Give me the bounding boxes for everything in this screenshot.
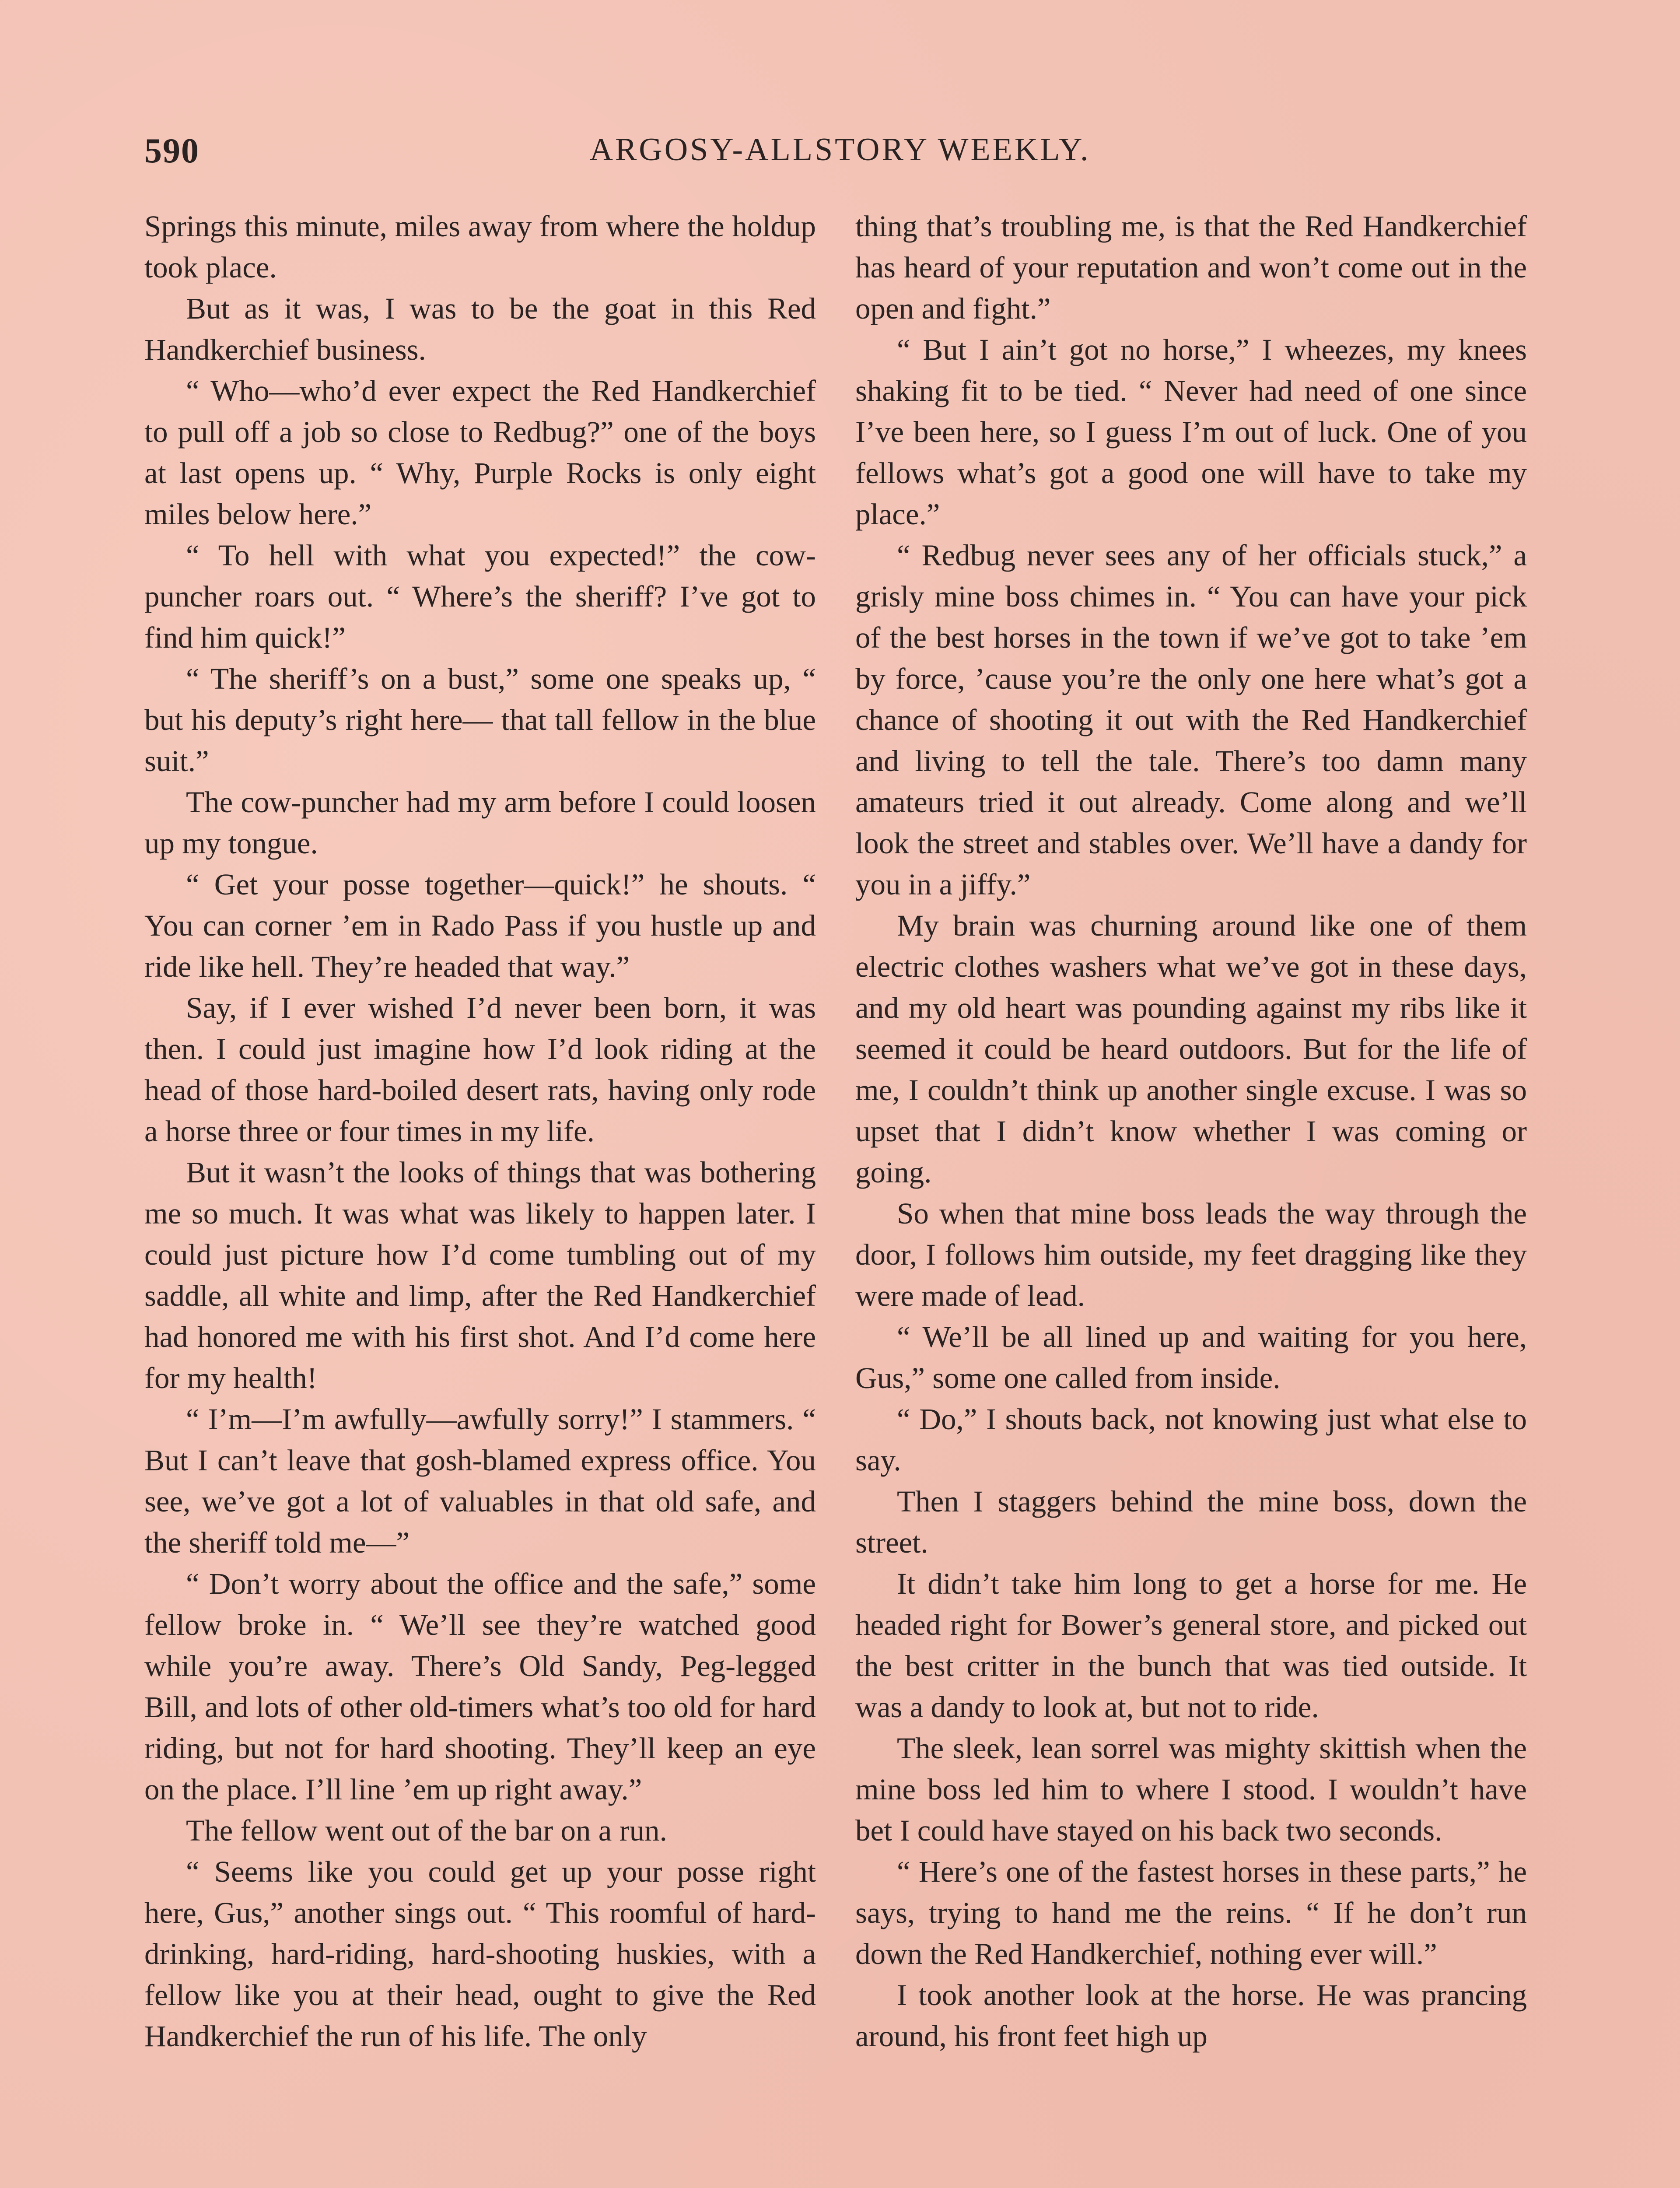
paragraph: The sleek, lean sorrel was mighty skittish when the mine boss led him to where I stood. I wouldn’t have bet I could have stayed on his back two seconds. [855, 1732, 1527, 1847]
paragraph: It didn’t take him long to get a horse for me. He headed right for Bower’s general store, and picked out the best critter in the bunch that was tied outside. It was a dandy to look at, but not to ride. [855, 1567, 1527, 1724]
paragraph: But it wasn’t the looks of things that was bothering me so much. It was what was likely to happen later. I could just picture how I’d come tumbling out of my saddle, all white and limp, after the Red Handkerchief had honored me with his first shot. And I’d come here for my health! [144, 1156, 816, 1395]
paragraph: “ Do,” I shouts back, not knowing just what else to say. [855, 1403, 1527, 1477]
paragraph: “ Here’s one of the fastest horses in these parts,” he says, trying to hand me the reins. “ If he don’t run down the Red Handkerchief, nothing ever will.” [855, 1855, 1527, 1971]
paragraph: “ Who—who’d ever expect the Red Handkerchief to pull off a job so close to Redbug?” one of the boys at last opens up. “ Why, Purple Rocks is only eight miles below here.” [144, 374, 816, 531]
left-column [144, 206, 816, 2057]
paragraph: “ Redbug never sees any of her officials stuck,” a grisly mine boss chimes in. “ You can have your pick of the best horses in the town if we’ve got to take ’em by force, ’cause you’re the only one here what’s got a chance of shooting it out with the Red Handkerchief and living to tell the tale. There’s too damn many amateurs tried it out already. Come along and we’ll look the street and stables over. We’ll have a dandy for you in a jiffy.” [855, 539, 1527, 901]
page-header [144, 131, 1536, 184]
paragraph: thing that’s troubling me, is that the Red Handkerchief has heard of your reputation and won’t come out in the open and fight.” [855, 210, 1527, 325]
paragraph: The fellow went out of the bar on a run. [186, 1814, 667, 1847]
paragraph: “ To hell with what you expected!” the cow-puncher roars out. “ Where’s the sheriff? I’ve got to find him quick!” [144, 539, 816, 654]
paragraph: “ Seems like you could get up your posse right here, Gus,” another sings out. “ This roomful of hard-drinking, hard-riding, hard-shooting huskies, with a fellow like you at their head, ought to give the Red Handkerchief the run of his life. The only [144, 1855, 816, 2053]
paragraph: Then I staggers behind the mine boss, down the street. [855, 1485, 1527, 1559]
running-head: ARGOSY-ALLSTORY WEEKLY. [589, 132, 1091, 168]
paragraph: Springs this minute, miles away from where the holdup took place. [144, 210, 816, 284]
paragraph: So when that mine boss leads the way through the door, I follows him outside, my feet dragging like they were made of lead. [855, 1197, 1527, 1312]
paragraph: My brain was churning around like one of them electric clothes washers what we’ve got in these days, and my old heart was pounding against my ribs like it seemed it could be heard outdoors. But for the life of me, I couldn’t think up another single excuse. I was so upset that I didn’t know whether I was coming or going. [855, 909, 1527, 1189]
paragraph: “ Don’t worry about the office and the safe,” some fellow broke in. “ We’ll see they’re watched good while you’re away. There’s Old Sandy, Peg-legged Bill, and lots of other old-timers what’s too old for hard riding, but not for hard shooting. They’ll keep an eye on the place. I’ll line ’em up right away.” [144, 1567, 816, 1806]
paragraph: “ The sheriff’s on a bust,” some one speaks up, “ but his deputy’s right here— that tall fellow in the blue suit.” [144, 662, 816, 778]
paragraph: “ But I ain’t got no horse,” I wheezes, my knees shaking fit to be tied. “ Never had need of one since I’ve been here, so I guess I’m out of luck. One of you fellows what’s got a good one will have to take my place.” [855, 333, 1527, 531]
right-column [855, 206, 1527, 2057]
paragraph: “ We’ll be all lined up and waiting for you here, Gus,” some one called from inside. [855, 1320, 1527, 1395]
paragraph: The cow-puncher had my arm before I could loosen up my tongue. [144, 785, 816, 860]
paragraph: “ Get your posse together—quick!” he shouts. “ You can corner ’em in Rado Pass if you hustle up and ride like hell. They’re headed that way.” [144, 868, 816, 983]
paragraph: But as it was, I was to be the goat in this Red Handkerchief business. [144, 292, 816, 366]
paragraph: I took another look at the horse. He was prancing around, his front feet high up [855, 1978, 1527, 2053]
paragraph: “ I’m—I’m awfully—awfully sorry!” I stammers. “ But I can’t leave that gosh-blamed express office. You see, we’ve got a lot of valuables in that old safe, and the sheriff told me—” [144, 1403, 816, 1559]
paragraph: Say, if I ever wished I’d never been born, it was then. I could just imagine how I’d look riding at the head of those hard-boiled desert rats, having only rode a horse three or four times in my life. [144, 991, 816, 1148]
page-number: 590 [144, 132, 200, 170]
